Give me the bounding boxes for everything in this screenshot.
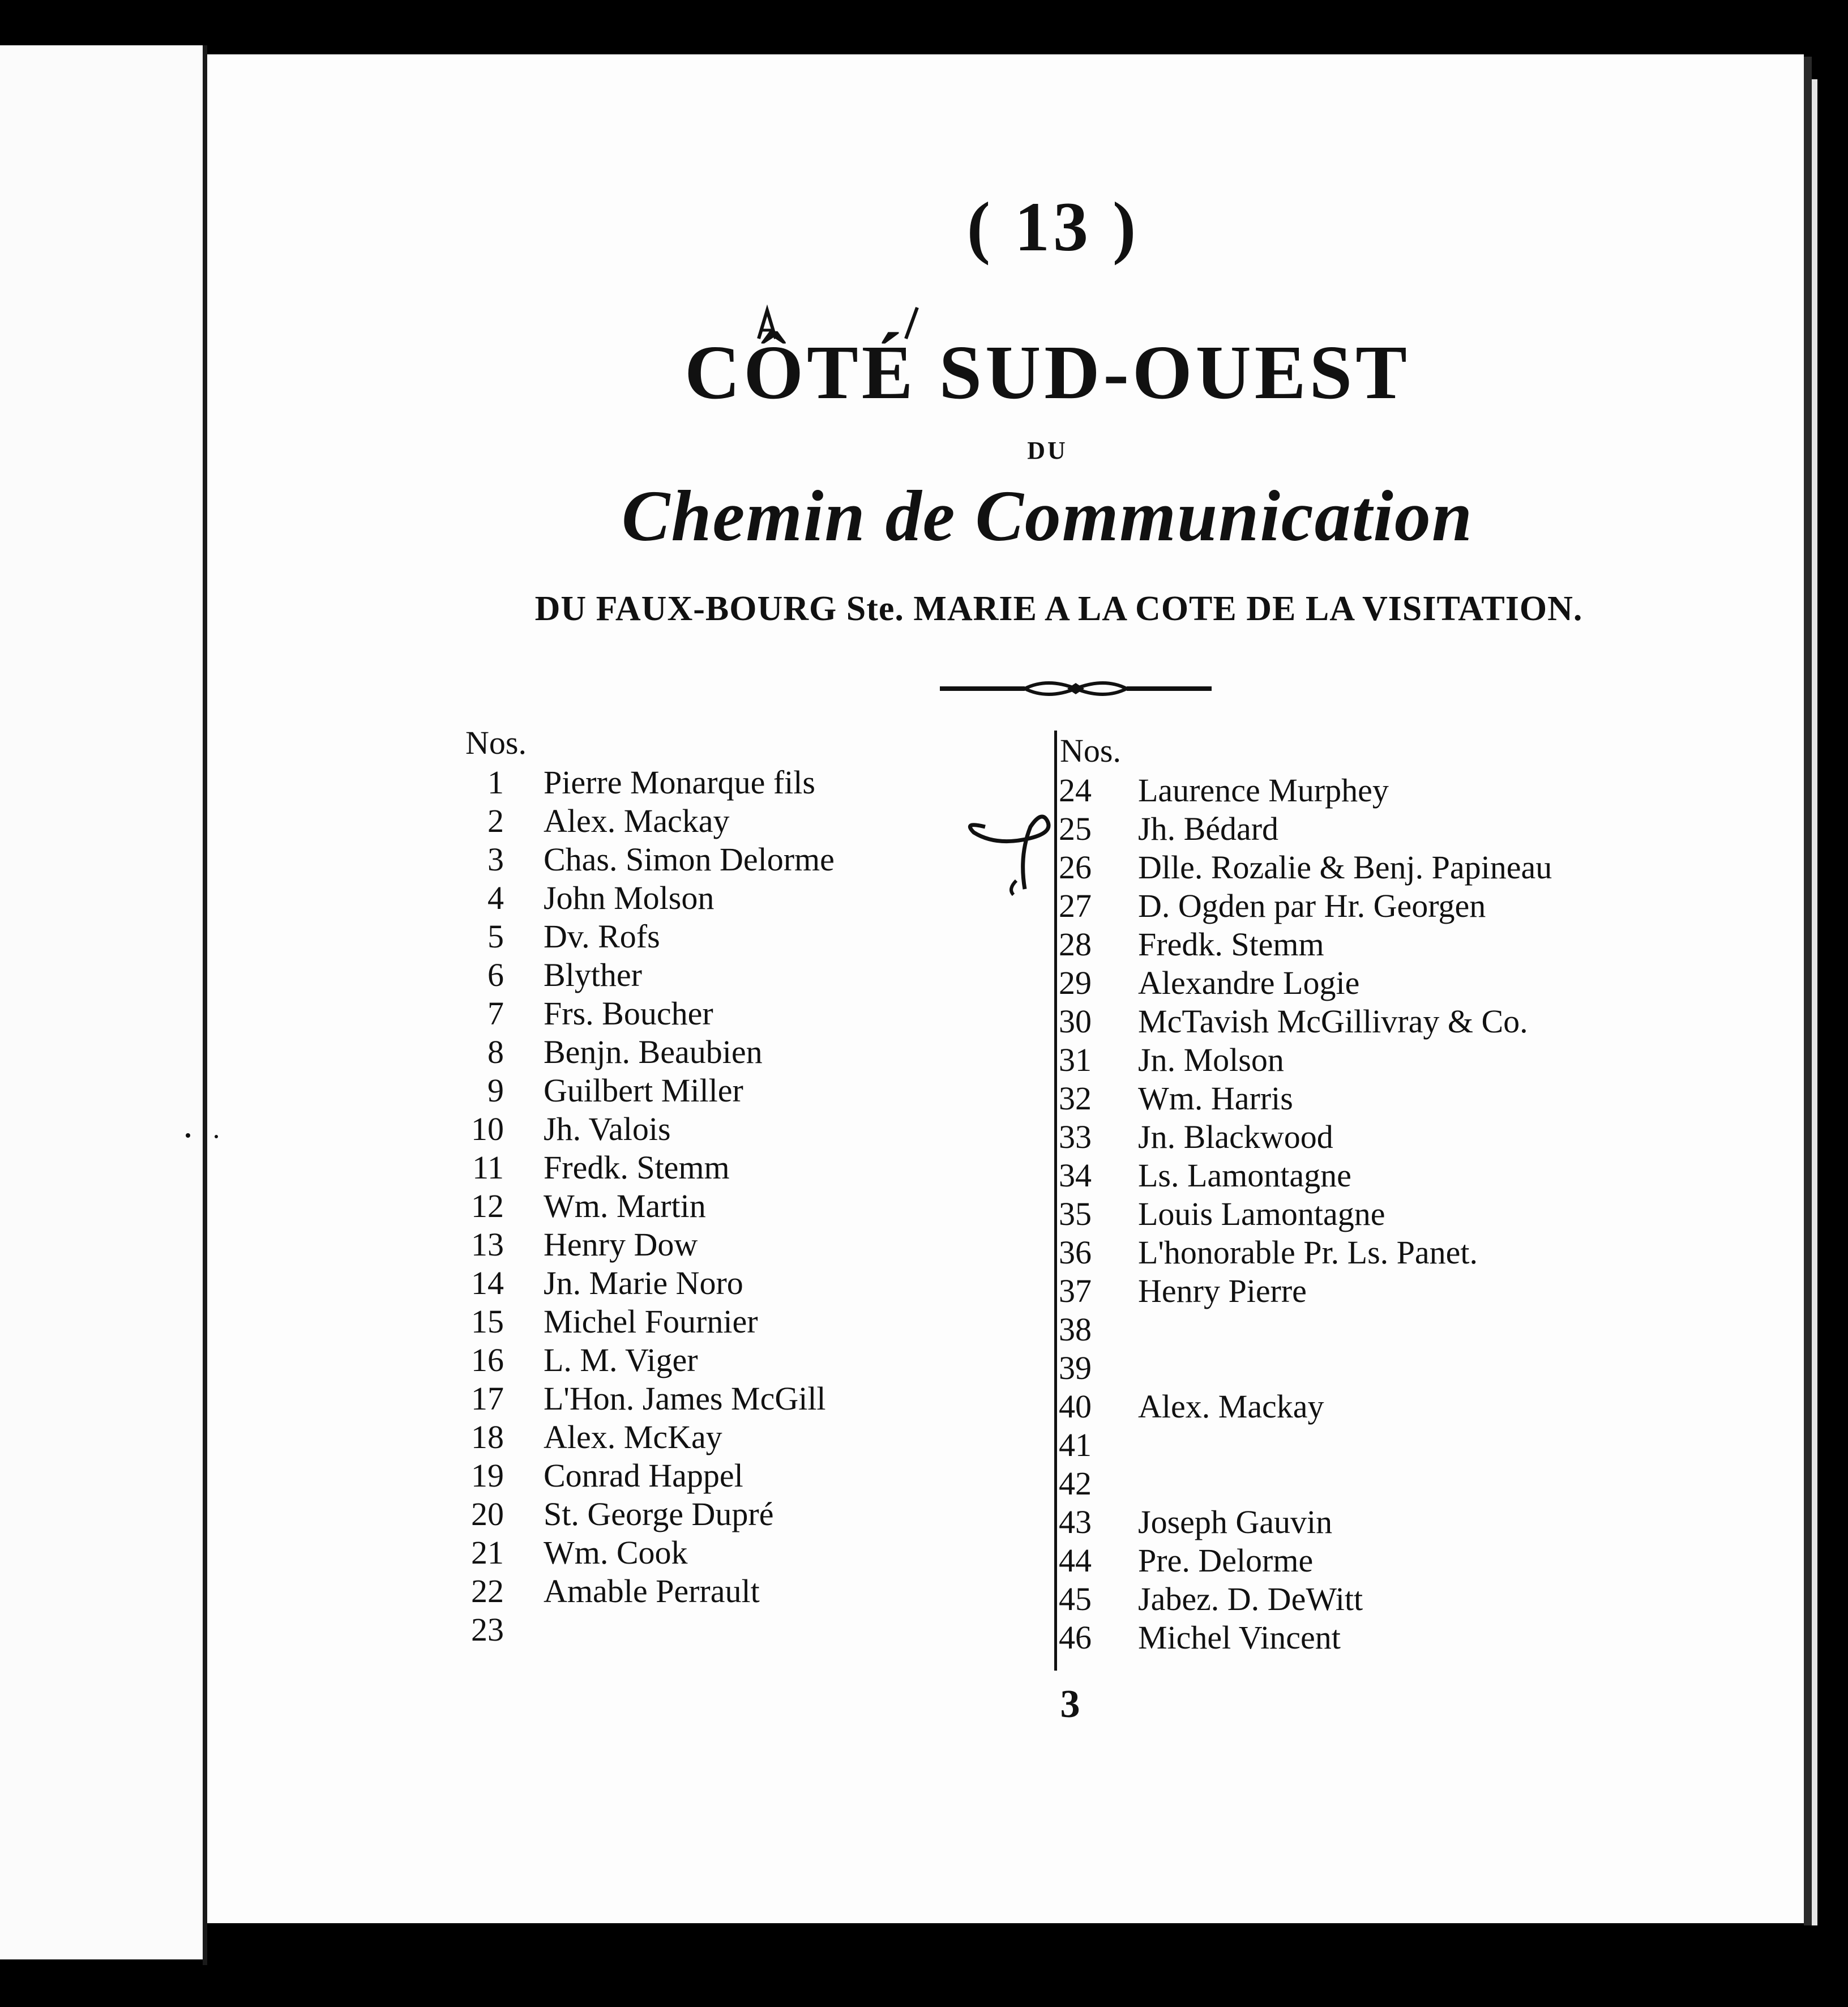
owner-name: Pre. Delorme <box>1138 1542 1314 1579</box>
list-item <box>1042 1541 1665 1580</box>
list-item <box>1042 1041 1665 1079</box>
lot-number: 8 <box>487 1034 504 1070</box>
owner-name: Jh. Bédard <box>1138 810 1279 847</box>
ornament-divider <box>940 672 1212 706</box>
owner-name: Ls. Lamontagne <box>1138 1157 1351 1194</box>
lot-number: 36 <box>1059 1234 1092 1271</box>
lot-number: 11 <box>472 1149 504 1186</box>
lot-number: 30 <box>1059 1003 1092 1040</box>
owner-name: Fredk. Stemm <box>544 1149 730 1186</box>
list-item <box>1042 1349 1665 1387</box>
list-item <box>442 1418 1064 1457</box>
lot-number: 31 <box>1059 1041 1092 1078</box>
list-item <box>1042 1310 1665 1349</box>
lot-number: 35 <box>1059 1195 1092 1232</box>
lot-number: 26 <box>1059 849 1092 886</box>
owner-name: Joseph Gauvin <box>1138 1504 1333 1540</box>
owner-name: Chas. Simon Delorme <box>544 841 835 878</box>
margin-specks <box>181 1127 226 1144</box>
lot-number: 4 <box>487 879 504 916</box>
owner-name: Henry Pierre <box>1138 1272 1307 1309</box>
owner-name: D. Ogden par Hr. Georgen <box>1138 887 1486 924</box>
lot-number: 22 <box>471 1573 504 1609</box>
list-item <box>1042 1272 1665 1310</box>
lot-number: 42 <box>1059 1465 1092 1502</box>
lot-number: 9 <box>487 1072 504 1109</box>
owner-name: Wm. Harris <box>1138 1080 1293 1117</box>
page-edge-leaf <box>1812 79 1817 1925</box>
owner-name: Jn. Marie Noro <box>544 1265 743 1301</box>
owner-name: Alex. McKay <box>544 1419 722 1455</box>
title-connector: DU <box>1027 437 1068 464</box>
list-item <box>1042 848 1665 887</box>
owner-name: Dlle. Rozalie & Benj. Papineau <box>1138 849 1552 886</box>
list-item <box>1042 1118 1665 1156</box>
list-item <box>442 1110 1064 1148</box>
lot-number: 33 <box>1059 1118 1092 1155</box>
lot-number: 38 <box>1059 1311 1092 1348</box>
lot-number: 1 <box>487 764 504 801</box>
owner-name: Benjn. Beaubien <box>544 1034 763 1070</box>
list-item <box>442 1148 1064 1187</box>
owner-name: McTavish McGillivray & Co. <box>1138 1003 1528 1040</box>
list-item <box>442 1033 1064 1071</box>
list-item <box>1042 810 1665 848</box>
lot-number: 18 <box>471 1419 504 1455</box>
owner-name: Wm. Cook <box>544 1534 688 1571</box>
list-item <box>442 1225 1064 1264</box>
owner-name: Alex. Mackay <box>1138 1388 1324 1425</box>
list-item <box>442 1611 1064 1649</box>
lot-number: 23 <box>471 1611 504 1648</box>
facing-page <box>0 45 203 1959</box>
lot-number: 46 <box>1059 1619 1092 1656</box>
owner-name: L. M. Viger <box>544 1342 698 1378</box>
list-item <box>1042 1426 1665 1464</box>
lot-number: 13 <box>471 1226 504 1263</box>
lot-number: 16 <box>471 1342 504 1378</box>
owner-name: Guilbert Miller <box>544 1072 743 1109</box>
owner-name: St. George Dupré <box>544 1496 774 1532</box>
owner-name: Fredk. Stemm <box>1138 926 1324 963</box>
list-item <box>1042 1580 1665 1619</box>
owner-name: Amable Perrault <box>544 1573 760 1609</box>
lot-number: 34 <box>1059 1157 1092 1194</box>
list-item <box>442 1303 1064 1341</box>
owner-name: Louis Lamontagne <box>1138 1195 1385 1232</box>
list-item <box>1042 1156 1665 1195</box>
owner-name: Blyther <box>544 956 642 993</box>
lot-number: 12 <box>471 1188 504 1224</box>
list-item <box>442 1341 1064 1380</box>
lot-number: 5 <box>487 918 504 955</box>
owner-name: Henry Dow <box>544 1226 698 1263</box>
list-item <box>442 1457 1064 1495</box>
owner-name: Frs. Boucher <box>544 995 713 1032</box>
list-item <box>442 1187 1064 1225</box>
owner-name: Alex. Mackay <box>544 802 730 839</box>
lot-number: 6 <box>487 956 504 993</box>
lot-number: 39 <box>1059 1350 1092 1386</box>
owner-name: Wm. Martin <box>544 1188 706 1224</box>
lot-number: 25 <box>1059 810 1092 847</box>
right-column-header: Nos. <box>1060 732 1121 769</box>
owner-name: John Molson <box>544 879 715 916</box>
lot-number: 17 <box>471 1380 504 1417</box>
owner-name: Pierre Monarque fils <box>544 764 815 801</box>
owner-name: Laurence Murphey <box>1138 772 1389 809</box>
list-item <box>1042 1002 1665 1041</box>
owner-name: Jn. Blackwood <box>1138 1118 1333 1155</box>
list-item <box>1042 887 1665 925</box>
list-item <box>442 1264 1064 1303</box>
list-item <box>1042 1195 1665 1233</box>
page-edge-shadow <box>1804 57 1812 1925</box>
lot-number: 10 <box>471 1111 504 1147</box>
lot-number: 7 <box>487 995 504 1032</box>
page-subtitle: Chemin de Communication <box>621 476 1474 556</box>
lot-number: 2 <box>487 802 504 839</box>
owner-name: Michel Fournier <box>544 1303 758 1340</box>
owner-name: Conrad Happel <box>544 1457 743 1494</box>
page-title: CÔTÉ SUD-OUEST <box>685 330 1410 415</box>
lot-number: 43 <box>1059 1504 1092 1540</box>
page-number: ( 13 ) <box>966 188 1140 266</box>
list-item <box>442 1380 1064 1418</box>
list-item <box>442 1572 1064 1611</box>
list-item <box>442 956 1064 994</box>
list-item <box>442 1071 1064 1110</box>
list-item <box>1042 1387 1665 1426</box>
lot-number: 21 <box>471 1534 504 1571</box>
signature-mark: 3 <box>1060 1683 1080 1726</box>
owner-name: L'Hon. James McGill <box>544 1380 826 1417</box>
owner-name: Jn. Molson <box>1138 1041 1284 1078</box>
list-item <box>1042 1079 1665 1118</box>
lot-number: 3 <box>487 841 504 878</box>
lot-number: 24 <box>1059 772 1092 809</box>
lot-number: 37 <box>1059 1272 1092 1309</box>
lot-number: 27 <box>1059 887 1092 924</box>
lot-number: 19 <box>471 1457 504 1494</box>
lot-number: 28 <box>1059 926 1092 963</box>
route-heading: DU FAUX-BOURG Ste. MARIE A LA COTE DE LA VISITATION. <box>534 590 1583 628</box>
lot-number: 29 <box>1059 964 1092 1001</box>
list-item <box>1042 771 1665 810</box>
lot-number: 44 <box>1059 1542 1092 1579</box>
left-column <box>442 763 1064 1649</box>
left-column-header: Nos. <box>465 724 527 761</box>
list-item <box>442 879 1064 917</box>
right-column <box>1042 771 1665 1657</box>
owner-name: Michel Vincent <box>1138 1619 1341 1656</box>
list-item <box>442 1495 1064 1534</box>
lot-number: 14 <box>471 1265 504 1301</box>
lot-number: 45 <box>1059 1581 1092 1617</box>
list-item <box>442 802 1064 840</box>
owner-name: Dv. Rofs <box>544 918 660 955</box>
list-item <box>1042 1464 1665 1503</box>
list-item <box>442 763 1064 802</box>
list-item <box>1042 1233 1665 1272</box>
owner-name: Alexandre Logie <box>1138 964 1360 1001</box>
list-item <box>442 1534 1064 1572</box>
owner-name: Jh. Valois <box>544 1111 671 1147</box>
list-item <box>1042 925 1665 964</box>
list-item <box>442 917 1064 956</box>
list-item <box>442 840 1064 879</box>
lot-number: 32 <box>1059 1080 1092 1117</box>
lot-number: 15 <box>471 1303 504 1340</box>
owner-name: Jabez. D. DeWitt <box>1138 1581 1363 1617</box>
list-item <box>1042 1619 1665 1657</box>
lot-number: 41 <box>1059 1427 1092 1463</box>
list-item <box>442 994 1064 1033</box>
book-gutter <box>203 45 207 1965</box>
list-item <box>1042 1503 1665 1541</box>
owner-name: L'honorable Pr. Ls. Panet. <box>1138 1234 1478 1271</box>
lot-number: 20 <box>471 1496 504 1532</box>
list-item <box>1042 964 1665 1002</box>
lot-number: 40 <box>1059 1388 1092 1425</box>
